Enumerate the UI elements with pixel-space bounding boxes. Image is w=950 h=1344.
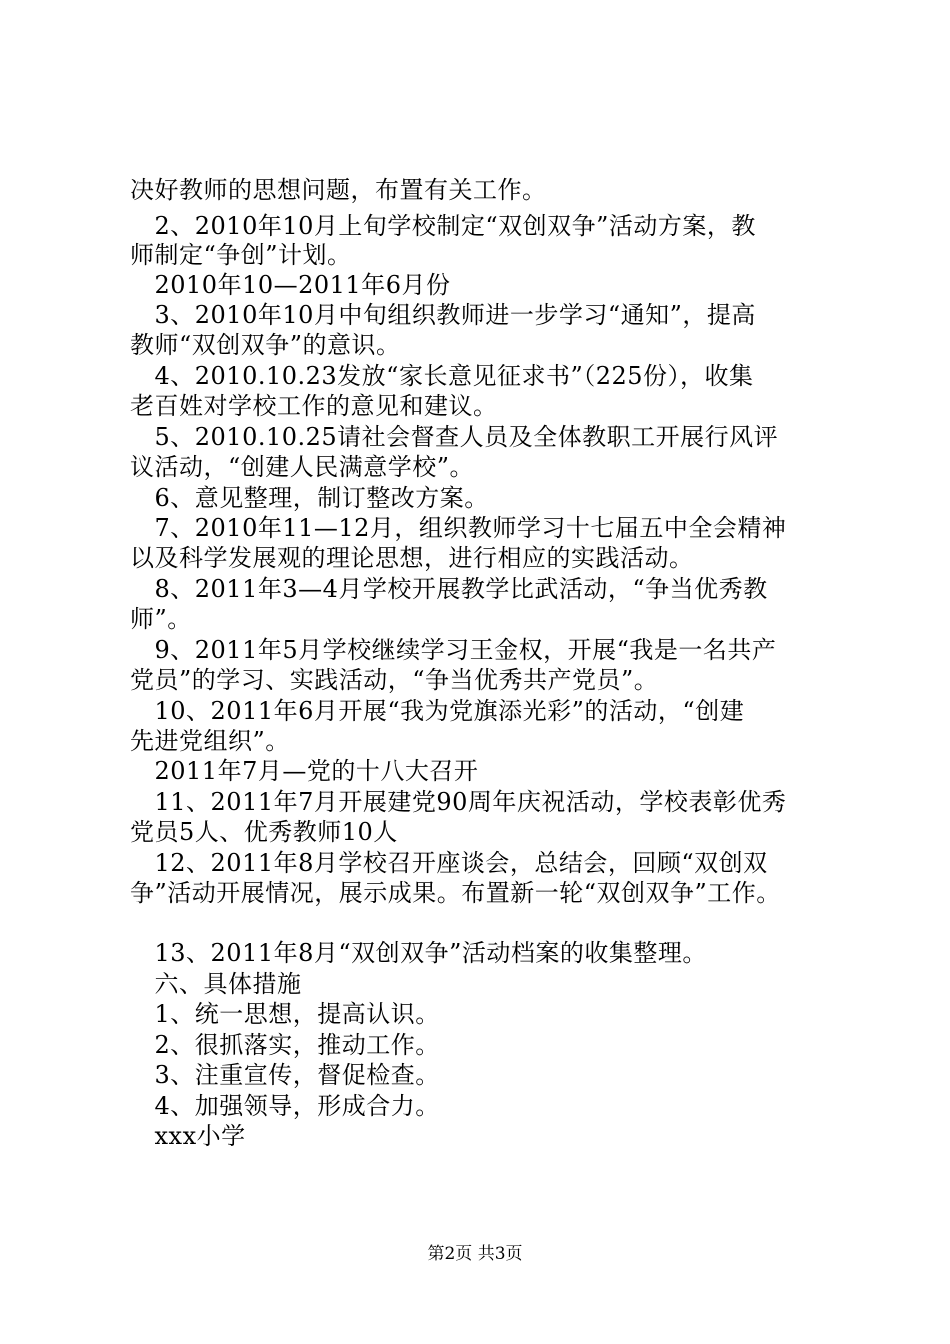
text-line: 7、2010年11—12月，组织教师学习十七届五中全会精神 (130, 514, 787, 542)
text-line: 11、2011年7月开展建党90周年庆祝活动，学校表彰优秀 (130, 788, 787, 816)
text-line: 1、统一思想，提高认识。 (130, 1000, 440, 1028)
text-line: 2010年10—2011年6月份 (130, 271, 451, 299)
text-line: 先进党组织”。 (130, 727, 290, 755)
text-line: 10、2011年6月开展“我为党旗添光彩”的活动，“创建 (130, 697, 745, 725)
text-line: 5、2010.10.25请社会督查人员及全体教职工开展行风评 (130, 423, 779, 451)
text-line: 党员”的学习、实践活动，“争当优秀共产党员”。 (130, 666, 659, 694)
text-line: 4、2010.10.23发放“家长意见征求书”（225份），收集 (130, 362, 754, 390)
text-line: 8、2011年3—4月学校开展教学比武活动，“争当优秀教 (130, 575, 768, 603)
text-line: 六、具体措施 (130, 970, 302, 998)
text-line: 争”活动开展情况，展示成果。布置新一轮“双创双争”工作。 (130, 879, 781, 907)
text-line: 以及科学发展观的理论思想，进行相应的实践活动。 (130, 544, 694, 572)
text-line: 师制定“争创”计划。 (130, 241, 352, 269)
text-line: 6、意见整理，制订整改方案。 (130, 484, 489, 512)
text-line: 老百姓对学校工作的意见和建议。 (130, 392, 498, 420)
text-line: 3、2010年10月中旬组织教师进一步学习“通知”，提高 (130, 301, 756, 329)
text-line: 9、2011年5月学校继续学习王金权，开展“我是一名共产 (130, 636, 777, 664)
text-line: 党员5人、优秀教师10人 (130, 818, 398, 846)
text-line: 2、很抓落实，推动工作。 (130, 1031, 440, 1059)
text-line: 2、2010年10月上旬学校制定“双创双争”活动方案，教 (130, 212, 756, 240)
text-line: 13、2011年8月“双创双争”活动档案的收集整理。 (130, 939, 707, 967)
text-line: 2011年7月—党的十八大召开 (130, 757, 479, 785)
text-line: 师”。 (130, 605, 192, 633)
text-line: 12、2011年8月学校召开座谈会，总结会，回顾“双创双 (130, 849, 768, 877)
text-line: 4、加强领导，形成合力。 (130, 1092, 440, 1120)
text-line: 3、注重宣传，督促检查。 (130, 1061, 440, 1089)
text-line: 教师“双创双争”的意识。 (130, 331, 401, 359)
text-line: xxx小学 (130, 1122, 246, 1150)
page-footer: 第2页 共3页 (427, 1244, 523, 1264)
text-line: 决好教师的思想问题，布置有关工作。 (130, 176, 547, 204)
text-line: 议活动，“创建人民满意学校”。 (130, 453, 475, 481)
